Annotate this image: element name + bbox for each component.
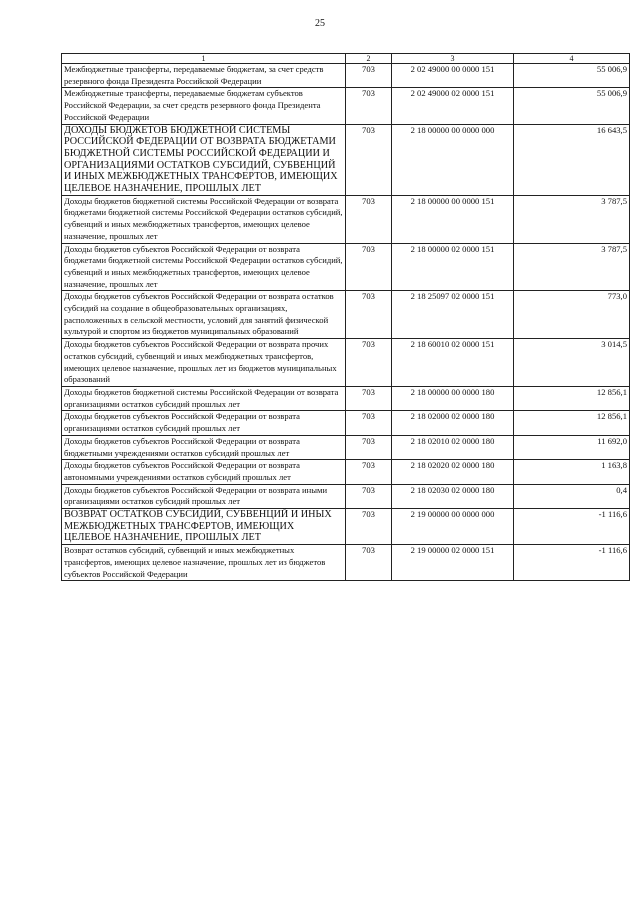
row-kbk-cell: 2 18 02020 02 0000 180 xyxy=(392,460,514,484)
row-name-cell: Межбюджетные трансферты, передаваемые бюджетам субъектов Российской Федерации, за счет средств резервного фонда Президента Российской Федерации xyxy=(62,88,346,124)
row-kbk-cell: 2 19 00000 02 0000 151 xyxy=(392,545,514,581)
table-row xyxy=(62,195,630,243)
table-row xyxy=(62,88,630,124)
row-name-cell: Возврат остатков субсидий, субвенций и иных межбюджетных трансфертов, имеющих целевое назначение, прошлых лет из бюджетов субъектов Российской Федерации xyxy=(62,545,346,581)
row-name-cell: Доходы бюджетов субъектов Российской Федерации от возврата остатков субсидий на создание в общеобразовательных организациях, расположенных в сельской местности, условий для занятий физической культурой и спортом из бюджетов муниципальных образований xyxy=(62,291,346,339)
row-code-cell: 703 xyxy=(346,545,392,581)
row-code-cell: 703 xyxy=(346,411,392,435)
row-amount-cell: 12 856,1 xyxy=(514,386,630,410)
row-code-cell: 703 xyxy=(346,88,392,124)
page-number: 25 xyxy=(315,18,325,29)
row-amount-cell: 0,4 xyxy=(514,484,630,508)
row-kbk-cell: 2 18 02000 02 0000 180 xyxy=(392,411,514,435)
row-amount-cell: -1 116,6 xyxy=(514,509,630,545)
row-name-cell: Доходы бюджетов бюджетной системы Российской Федерации от возврата организациями остатков субсидий прошлых лет xyxy=(62,386,346,410)
row-code-cell: 703 xyxy=(346,484,392,508)
row-amount-cell: 16 643,5 xyxy=(514,124,630,195)
column-header-2: 2 xyxy=(346,54,392,64)
row-kbk-cell: 2 18 02030 02 0000 180 xyxy=(392,484,514,508)
row-code-cell: 703 xyxy=(346,124,392,195)
row-kbk-cell: 2 18 25097 02 0000 151 xyxy=(392,291,514,339)
row-code-cell: 703 xyxy=(346,509,392,545)
table-row xyxy=(62,411,630,435)
row-kbk-cell: 2 18 02010 02 0000 180 xyxy=(392,435,514,459)
table-row xyxy=(62,435,630,459)
row-kbk-cell: 2 02 49000 00 0000 151 xyxy=(392,64,514,88)
table-row xyxy=(62,484,630,508)
row-kbk-cell: 2 19 00000 00 0000 000 xyxy=(392,509,514,545)
row-code-cell: 703 xyxy=(346,435,392,459)
row-amount-cell: 3 014,5 xyxy=(514,339,630,387)
table-row xyxy=(62,243,630,291)
table-row xyxy=(62,124,630,195)
row-name-cell: Межбюджетные трансферты, передаваемые бюджетам, за счет средств резервного фонда Президента Российской Федерации xyxy=(62,64,346,88)
row-name-cell: ДОХОДЫ БЮДЖЕТОВ БЮДЖЕТНОЙ СИСТЕМЫ РОССИЙСКОЙ ФЕДЕРАЦИИ ОТ ВОЗВРАТА БЮДЖЕТАМИ БЮДЖЕТНОЙ СИСТЕМЫ РОССИЙСКОЙ ФЕДЕРАЦИИ И ОРГАНИЗАЦИЯМИ ОСТАТКОВ СУБСИДИЙ, СУБВЕНЦИЙ И ИНЫХ МЕЖБЮДЖЕТНЫХ ТРАНСФЕРТОВ, ИМЕЮЩИХ ЦЕЛЕВОЕ НАЗНАЧЕНИЕ, ПРОШЛЫХ ЛЕТ xyxy=(62,124,346,195)
row-code-cell: 703 xyxy=(346,243,392,291)
row-amount-cell: 55 006,9 xyxy=(514,64,630,88)
row-amount-cell: 55 006,9 xyxy=(514,88,630,124)
row-code-cell: 703 xyxy=(346,460,392,484)
row-name-cell: Доходы бюджетов субъектов Российской Федерации от возврата бюджетами бюджетной системы Российской Федерации остатков субсидий, субвенций и иных межбюджетных трансфертов, имеющих целевое назначение, прошлых лет xyxy=(62,243,346,291)
row-name-cell: Доходы бюджетов субъектов Российской Федерации от возврата автономными учреждениями остатков субсидий прошлых лет xyxy=(62,460,346,484)
row-kbk-cell: 2 18 00000 00 0000 000 xyxy=(392,124,514,195)
row-kbk-cell: 2 02 49000 02 0000 151 xyxy=(392,88,514,124)
row-kbk-cell: 2 18 00000 02 0000 151 xyxy=(392,243,514,291)
table-row xyxy=(62,291,630,339)
row-amount-cell: 12 856,1 xyxy=(514,411,630,435)
column-header-4: 4 xyxy=(514,54,630,64)
row-name-cell: Доходы бюджетов субъектов Российской Федерации от возврата иными организациями остатков субсидий прошлых лет xyxy=(62,484,346,508)
table-row xyxy=(62,64,630,88)
table-body xyxy=(62,64,630,581)
row-amount-cell: 3 787,5 xyxy=(514,243,630,291)
row-amount-cell: 11 692,0 xyxy=(514,435,630,459)
row-name-cell: ВОЗВРАТ ОСТАТКОВ СУБСИДИЙ, СУБВЕНЦИЙ И ИНЫХ МЕЖБЮДЖЕТНЫХ ТРАНСФЕРТОВ, ИМЕЮЩИХ ЦЕЛЕВОЕ НАЗНАЧЕНИЕ, ПРОШЛЫХ ЛЕТ xyxy=(62,509,346,545)
row-amount-cell: 1 163,8 xyxy=(514,460,630,484)
row-code-cell: 703 xyxy=(346,64,392,88)
row-kbk-cell: 2 18 60010 02 0000 151 xyxy=(392,339,514,387)
row-kbk-cell: 2 18 00000 00 0000 151 xyxy=(392,195,514,243)
column-header-3: 3 xyxy=(392,54,514,64)
column-header-1: 1 xyxy=(62,54,346,64)
table-row xyxy=(62,545,630,581)
row-name-cell: Доходы бюджетов субъектов Российской Федерации от возврата бюджетными учреждениями остатков субсидий прошлых лет xyxy=(62,435,346,459)
table-row xyxy=(62,509,630,545)
row-code-cell: 703 xyxy=(346,291,392,339)
table-row xyxy=(62,386,630,410)
row-name-cell: Доходы бюджетов бюджетной системы Российской Федерации от возврата бюджетами бюджетной системы Российской Федерации остатков субсидий, субвенций и иных межбюджетных трансфертов, имеющих целевое назначение, прошлых лет xyxy=(62,195,346,243)
row-code-cell: 703 xyxy=(346,386,392,410)
table-row xyxy=(62,339,630,387)
budget-table xyxy=(61,53,630,581)
row-code-cell: 703 xyxy=(346,339,392,387)
row-name-cell: Доходы бюджетов субъектов Российской Федерации от возврата организациями остатков субсидий прошлых лет xyxy=(62,411,346,435)
row-amount-cell: -1 116,6 xyxy=(514,545,630,581)
row-amount-cell: 3 787,5 xyxy=(514,195,630,243)
table-header-row xyxy=(62,54,630,64)
row-kbk-cell: 2 18 00000 00 0000 180 xyxy=(392,386,514,410)
table-row xyxy=(62,460,630,484)
row-name-cell: Доходы бюджетов субъектов Российской Федерации от возврата прочих остатков субсидий, субвенций и иных межбюджетных трансфертов, имеющих целевое назначение, прошлых лет из бюджетов муниципальных образований xyxy=(62,339,346,387)
row-code-cell: 703 xyxy=(346,195,392,243)
row-amount-cell: 773,0 xyxy=(514,291,630,339)
